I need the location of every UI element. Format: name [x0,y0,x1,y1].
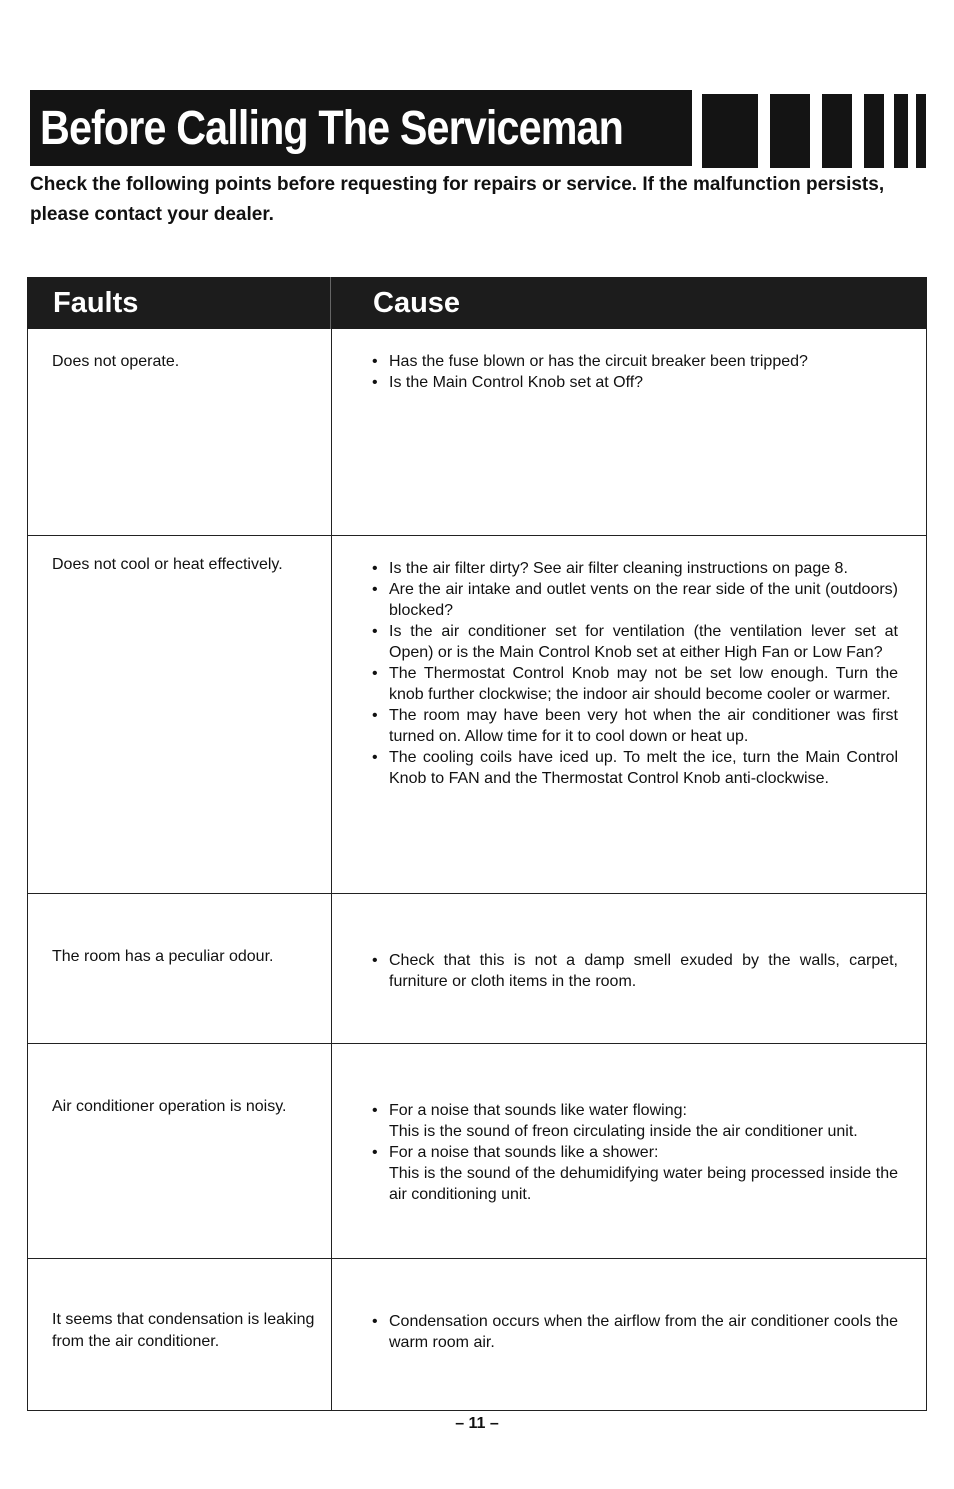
cause-explanation: This is the sound of freon circulating inside the air conditioner unit. [389,1123,858,1140]
cause-cell [332,329,926,535]
table-body [27,329,927,1411]
decorative-bar [916,94,926,168]
cause-text: Are the air intake and outlet vents on the rear side of the unit (outdoors) blocked? [389,581,898,619]
cause-text: The Thermostat Control Knob may not be set low enough. Turn the knob further clockwise; the indoor air should become cooler or warmer. [389,665,898,703]
cause-text: For a noise that sounds like a shower: [389,1144,659,1161]
cause-item [372,747,898,789]
fault-cell: The room has a peculiar odour. [28,894,332,1043]
cause-text: Has the fuse blown or has the circuit breaker been tripped? [389,353,808,370]
fault-cell: It seems that condensation is leaking from the air conditioner. [28,1259,332,1410]
cause-cell [332,536,926,893]
cause-list [372,558,898,789]
table-row [27,1044,927,1259]
cause-list [372,950,898,992]
fault-cell: Air conditioner operation is noisy. [28,1044,332,1258]
cause-cell [332,1044,926,1258]
cause-item [372,1311,898,1353]
decorative-bar [822,94,852,168]
decorative-bar [770,94,810,168]
title-banner [30,90,692,166]
decorative-bar [864,94,884,168]
faults-header: Faults [27,277,331,329]
cause-cell [332,894,926,1043]
table-row [27,1259,927,1411]
cause-text: Is the air filter dirty? See air filter cleaning instructions on page 8. [389,560,848,577]
table-row [27,329,927,536]
intro-text: Check the following points before requesting for repairs or service. If the malfunction persists, please contact your dealer. [30,174,885,225]
cause-item [372,1142,898,1205]
cause-item [372,579,898,621]
cause-text: The room may have been very hot when the air conditioner was first turned on. Allow time for it to cool down or heat up. [389,707,898,745]
decorative-bar [894,94,908,168]
page-title: Before Calling The Serviceman [40,101,623,155]
troubleshooting-table [27,277,927,1411]
page-number: – 11 – [455,1415,499,1432]
cause-item [372,950,898,992]
cause-list [372,1100,898,1205]
fault-cell: Does not operate. [28,329,332,535]
cause-text: Check that this is not a damp smell exuded by the walls, carpet, furniture or cloth items in the room. [389,952,898,990]
cause-list [372,1311,898,1353]
cause-text: Is the air conditioner set for ventilation (the ventilation lever set at Open) or is the Main Control Knob set at either High Fan or Low Fan? [389,623,898,661]
table-header [27,277,927,329]
cause-list [372,351,898,393]
cause-explanation: This is the sound of the dehumidifying water being processed inside the air conditioning unit. [389,1165,898,1203]
cause-item [372,351,898,372]
table-row [27,536,927,894]
table-row [27,894,927,1044]
cause-text: The cooling coils have iced up. To melt the ice, turn the Main Control Knob to FAN and the Thermostat Control Knob anti-clockwise. [389,749,898,787]
cause-text: For a noise that sounds like water flowing: [389,1102,687,1119]
cause-text: Is the Main Control Knob set at Off? [389,374,644,391]
cause-item [372,663,898,705]
cause-cell [332,1259,926,1410]
cause-item [372,558,898,579]
fault-cell: Does not cool or heat effectively. [28,536,332,893]
cause-item [372,621,898,663]
cause-header: Cause [373,287,461,319]
cause-item [372,705,898,747]
cause-text: Condensation occurs when the airflow from the air conditioner cools the warm room air. [389,1313,898,1351]
cause-item [372,1100,898,1142]
cause-item [372,372,898,393]
decorative-bar [702,94,758,168]
